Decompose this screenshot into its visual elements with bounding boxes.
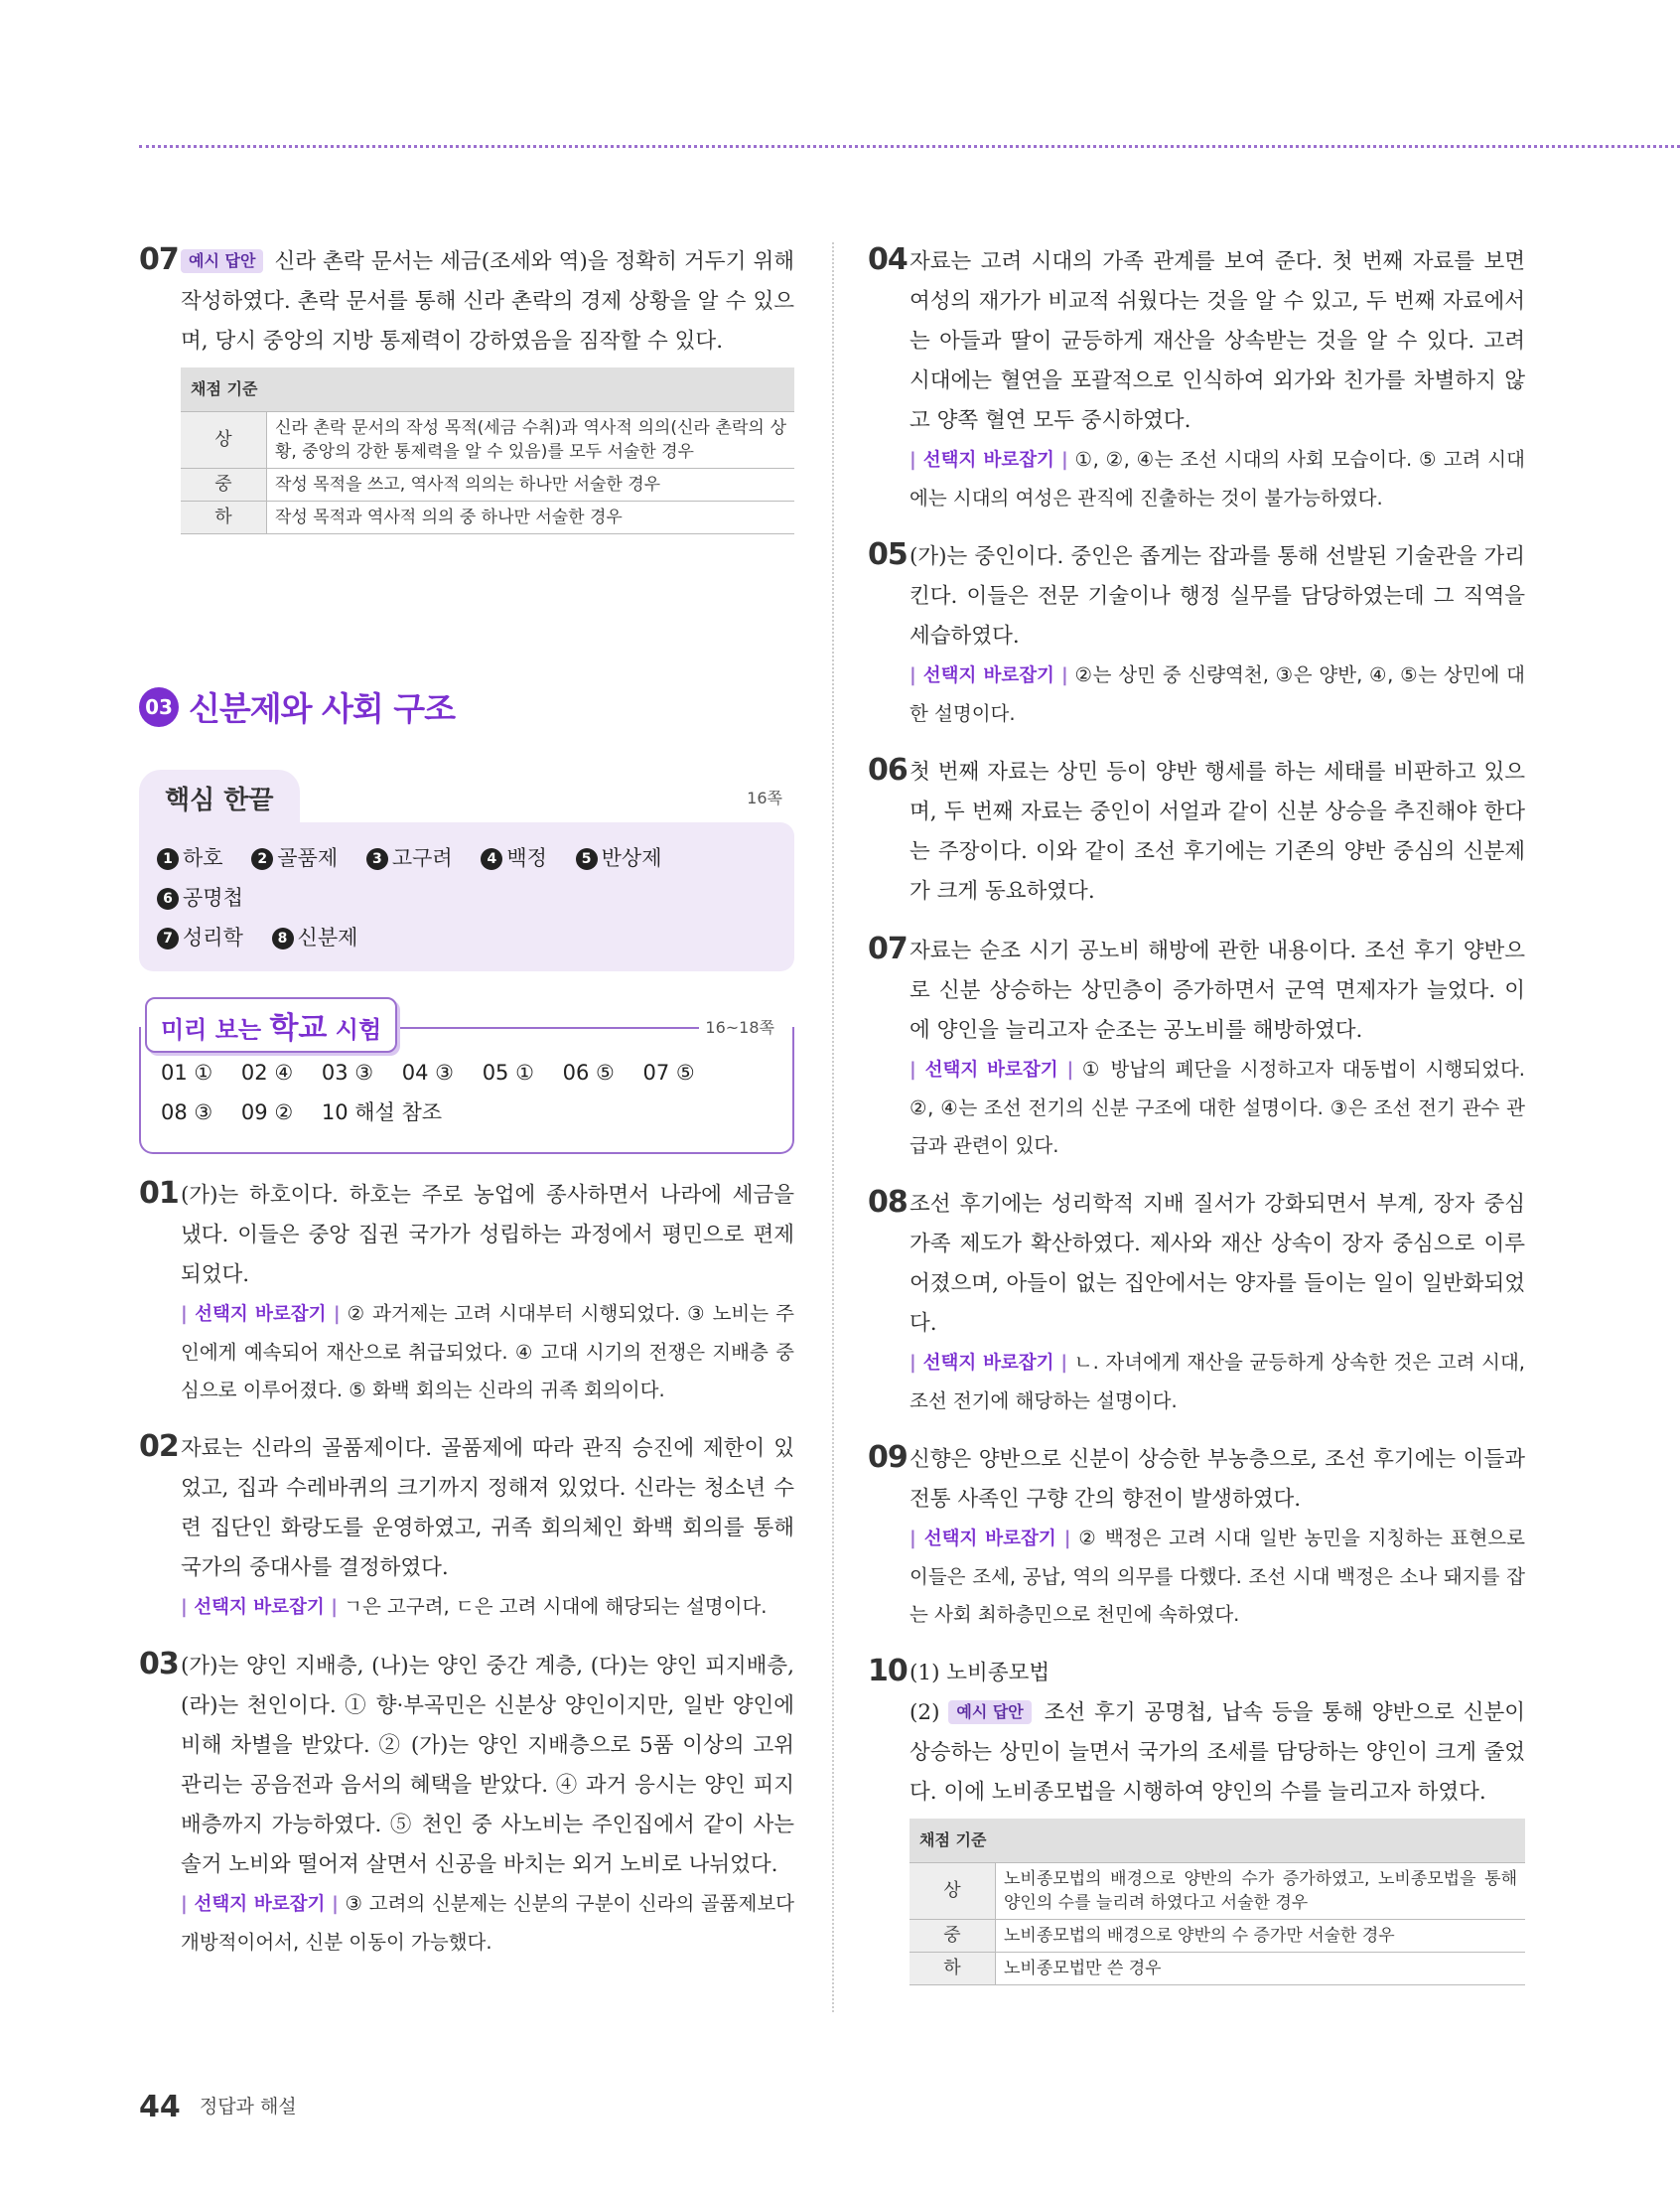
- answer-item: 08 ③: [161, 1100, 213, 1124]
- answer-item: 05 ①: [482, 1061, 534, 1085]
- answer-item: 03 ③: [321, 1061, 374, 1085]
- question-number: 03: [139, 1647, 179, 1681]
- section-title: 신분제와 사회 구조: [189, 689, 456, 728]
- left-q02: [139, 1429, 794, 1627]
- question-number: 08: [868, 1185, 908, 1220]
- right-q09: [868, 1440, 1525, 1634]
- example-answer-badge: 예시 답안: [948, 1700, 1031, 1724]
- question-number: 02: [139, 1429, 179, 1464]
- correction-note: | 선택지 바로잡기 | ① 방납의 폐단을 시정하고자 대동법이 시행되었다. ②, ④는 조선 전기의 신분 구조에 대한 설명이다. ③은 조선 전기 관수 관급과 관련이 있다.: [910, 1058, 1525, 1157]
- table-row: [910, 1863, 1525, 1920]
- list-item: 8 신분제: [272, 918, 358, 957]
- grade-level: 하: [181, 502, 267, 534]
- answer-item: 10 해설 참조: [321, 1100, 443, 1124]
- question-number: 07: [139, 242, 179, 277]
- grade-desc: 노비종모법만 쓴 경우: [996, 1953, 1526, 1985]
- table-row: [181, 469, 794, 502]
- correction-note: | 선택지 바로잡기 | ② 백정은 고려 시대 일반 농민을 지칭하는 표현으로 이들은 조세, 공납, 역의 의무를 다했다. 조선 시대 백정은 소나 돼지를 잡는 사회 최하층민으로 천민에 속하였다.: [910, 1527, 1525, 1626]
- grade-level: 하: [910, 1953, 996, 1985]
- grade-desc: 작성 목적을 쓰고, 역사적 의의는 하나만 서술한 경우: [267, 469, 795, 502]
- correction-tag: | 선택지 바로잡기 |: [181, 1597, 338, 1618]
- list-item: 5 반상제: [576, 838, 662, 878]
- question-number: 04: [868, 242, 908, 277]
- left-column: [139, 242, 794, 1981]
- grade-level: 상: [910, 1863, 996, 1920]
- grading-caption: 채점 기준: [181, 367, 794, 412]
- top-dotted-rule: [139, 145, 1680, 148]
- list-item: 1 하호: [157, 838, 223, 878]
- correction-tag: | 선택지 바로잡기 |: [181, 1894, 339, 1915]
- question-number: 01: [139, 1176, 179, 1211]
- grading-table: [910, 1819, 1525, 1985]
- correction-tag: | 선택지 바로잡기 |: [910, 1060, 1074, 1081]
- section-header: [139, 683, 794, 730]
- list-item: 6 공명첩: [157, 878, 243, 918]
- table-row: [910, 1953, 1525, 1985]
- question-number: 10: [868, 1654, 908, 1688]
- left-q07: [139, 242, 794, 534]
- answer-item: 07 ⑤: [642, 1061, 695, 1085]
- answer-item: 01 ①: [161, 1061, 213, 1085]
- question-number: 05: [868, 537, 908, 572]
- correction-note: | 선택지 바로잡기 | ③ 고려의 신분제는 신분의 구분이 신라의 골품제보다 개방적이어서, 신분 이동이 가능했다.: [181, 1892, 795, 1954]
- correction-note: | 선택지 바로잡기 | ㄴ. 자녀에게 재산을 균등하게 상속한 것은 고려 시대, 조선 전기에 해당하는 설명이다.: [910, 1351, 1525, 1412]
- grade-desc: 노비종모법의 배경으로 양반의 수가 증가하였고, 노비종모법을 통해 양인의 수를 늘리려 하였다고 서술한 경우: [996, 1863, 1526, 1920]
- table-row: [181, 412, 794, 469]
- exam-page: 16~18쪽: [699, 1015, 780, 1038]
- grade-desc: 신라 촌락 문서의 작성 목적(세금 수취)과 역사적 의의(신라 촌락의 상황, 중앙의 강한 통제력을 알 수 있음)를 모두 서술한 경우: [267, 412, 795, 469]
- grade-level: 중: [181, 469, 267, 502]
- right-q07: [868, 932, 1525, 1165]
- school-exam-preview: [139, 997, 794, 1156]
- grading-table: [181, 367, 794, 534]
- question-text: 자료는 고려 시대의 가족 관계를 보여 준다. 첫 번째 자료를 보면 여성의 재가가 비교적 쉬웠다는 것을 알 수 있고, 두 번째 자료에서는 아들과 딸이 균등하게 재산을 상속받는 것을 알 수 있다. 고려 시대에는 혈연을 포괄적으로 인식하여 외가와 친가를 차별하지 않고 양쪽 혈연 모두 중시하였다.: [910, 249, 1525, 433]
- question-number: 07: [868, 932, 908, 966]
- question-number: 09: [868, 1440, 908, 1475]
- answer-item: 02 ④: [240, 1061, 294, 1085]
- core-summary-box: [139, 822, 794, 971]
- grading-caption: 채점 기준: [910, 1819, 1525, 1863]
- list-item: 2 골품제: [251, 838, 338, 878]
- grade-level: 상: [181, 412, 267, 469]
- column-divider: [832, 242, 834, 2012]
- question-text: 자료는 신라의 골품제이다. 골품제에 따라 관직 승진에 제한이 있었고, 집과 수레바퀴의 크기까지 정해져 있었다. 신라는 청소년 수련 집단인 화랑도를 운영하였고, 귀족 회의체인 화백 회의를 통해 국가의 중대사를 결정하였다.: [181, 1436, 794, 1580]
- grade-level: 중: [910, 1920, 996, 1953]
- core-summary-page: 16쪽: [747, 789, 782, 807]
- section-block: [139, 683, 794, 1156]
- question-text: 자료는 순조 시기 공노비 해방에 관한 내용이다. 조선 후기 양반으로 신분 상승하는 상민층이 증가하면서 군역 면제자가 늘었다. 이에 양인을 늘리고자 순조는 공노비를 해방하였다.: [910, 939, 1525, 1043]
- right-q04: [868, 242, 1525, 517]
- question-text: (가)는 중인이다. 중인은 좁게는 잡과를 통해 선발된 기술관을 가리킨다. 이들은 전문 기술이나 행정 실무를 담당하였는데 그 직역을 세습하였다.: [910, 544, 1525, 649]
- example-answer-badge: 예시 답안: [181, 249, 263, 273]
- list-item: 3 고구려: [366, 838, 453, 878]
- right-q06: [868, 753, 1525, 912]
- list-item: 4 백정: [481, 838, 547, 878]
- correction-note: | 선택지 바로잡기 | ②는 상민 중 신량역천, ③은 양반, ④, ⑤는 상민에 대한 설명이다.: [910, 663, 1525, 725]
- page-number: 44: [139, 2090, 181, 2124]
- correction-note: | 선택지 바로잡기 | ② 과거제는 고려 시대부터 시행되었다. ③ 노비는 주인에게 예속되어 재산으로 취급되었다. ④ 고대 시기의 전쟁은 지배층 중심으로 이루어졌다. ⑤ 화백 회의는 신라의 귀족 회의이다.: [181, 1302, 794, 1401]
- correction-tag: | 선택지 바로잡기 |: [181, 1304, 341, 1325]
- footer-label: 정답과 해설: [199, 2096, 297, 2117]
- grade-desc: 노비종모법의 배경으로 양반의 수 증가만 서술한 경우: [996, 1920, 1526, 1953]
- table-row: [910, 1920, 1525, 1953]
- exam-title: 미리 보는 학교 시험: [145, 997, 397, 1053]
- right-q08: [868, 1185, 1525, 1420]
- correction-tag: | 선택지 바로잡기 |: [910, 1529, 1071, 1549]
- correction-note: | 선택지 바로잡기 | ①, ②, ④는 조선 시대의 사회 모습이다. ⑤ 고려 시대에는 시대의 여성은 관직에 진출하는 것이 불가능하였다.: [910, 448, 1525, 510]
- question-text: (가)는 하호이다. 하호는 주로 농업에 종사하면서 나라에 세금을 냈다. 이들은 중앙 집권 국가가 성립하는 과정에서 평민으로 편제되었다.: [181, 1183, 794, 1287]
- answer-item: 06 ⑤: [562, 1061, 615, 1085]
- table-row: [181, 502, 794, 534]
- answer-item: 04 ③: [401, 1061, 454, 1085]
- question-text: 신라 촌락 문서는 세금(조세와 역)을 정확히 거두기 위해 작성하였다. 촌락 문서를 통해 신라 촌락의 경제 상황을 알 수 있으며, 당시 중앙의 지방 통제력이 강하였음을 짐작할 수 있다.: [181, 249, 794, 354]
- question-number: 06: [868, 753, 908, 788]
- correction-tag: | 선택지 바로잡기 |: [910, 450, 1068, 471]
- list-item: 7 성리학: [157, 918, 243, 957]
- answer-part-2: (2) 예시 답안 조선 후기 공명첩, 납속 등을 통해 양반으로 신분이 상승하는 상민이 늘면서 국가의 조세를 담당하는 양인이 크게 줄었다. 이에 노비종모법을 시행하여 양인의 수를 늘리고자 하였다.: [910, 1700, 1526, 1805]
- correction-tag: | 선택지 바로잡기 |: [910, 1353, 1068, 1374]
- grade-desc: 작성 목적과 역사적 의의 중 하나만 서술한 경우: [267, 502, 795, 534]
- left-q03: [139, 1647, 794, 1962]
- answer-part-1: (1) 노비종모법: [910, 1661, 1050, 1685]
- question-text: 조선 후기에는 성리학적 지배 질서가 강화되면서 부계, 장자 중심 가족 제도가 확산하였다. 제사와 재산 상속이 장자 중심으로 이루어졌으며, 아들이 없는 집안에서는 양자를 들이는 일이 일반화되었다.: [910, 1192, 1525, 1336]
- question-text: 첫 번째 자료는 상민 등이 양반 행세를 하는 세태를 비판하고 있으며, 두 번째 자료는 중인이 서얼과 같이 신분 상승을 추진해야 한다는 주장이다. 이와 같이 조선 후기에는 기존의 양반 중심의 신분제가 크게 동요하였다.: [910, 760, 1525, 904]
- correction-tag: | 선택지 바로잡기 |: [910, 665, 1068, 686]
- section-number: 03: [139, 687, 179, 727]
- right-column: [868, 242, 1525, 2005]
- core-summary: [139, 770, 794, 971]
- page-footer: [139, 2090, 297, 2124]
- core-summary-title: 핵심 한끝: [139, 770, 300, 822]
- correction-note: | 선택지 바로잡기 | ㄱ은 고구려, ㄷ은 고려 시대에 해당되는 설명이다.: [181, 1595, 768, 1618]
- right-q05: [868, 537, 1525, 733]
- left-q01: [139, 1176, 794, 1409]
- question-text: 신향은 양반으로 신분이 상승한 부농층으로, 조선 후기에는 이들과 전통 사족인 구향 간의 향전이 발생하였다.: [910, 1447, 1525, 1512]
- exam-answers: [161, 1053, 717, 1132]
- right-q10: [868, 1654, 1525, 1985]
- answer-item: 09 ②: [240, 1100, 294, 1124]
- question-text: (가)는 양인 지배층, (나)는 양인 중간 계층, (다)는 양인 피지배층, (라)는 천인이다. ① 향·부곡민은 신분상 양인이지만, 일반 양인에 비해 차별을 받았다. ② (가)는 양인 지배층으로 5품 이상의 고위 관리는 공음전과 음서의 혜택을 받았다. ④ 과거 응시는 양인 피지배층까지 가능하였다. ⑤ 천인 중 사노비는 주인집에서 같이 사는 솔거 노비와 떨어져 살면서 신공을 바치는 외거 노비로 나뉘었다.: [181, 1654, 794, 1877]
